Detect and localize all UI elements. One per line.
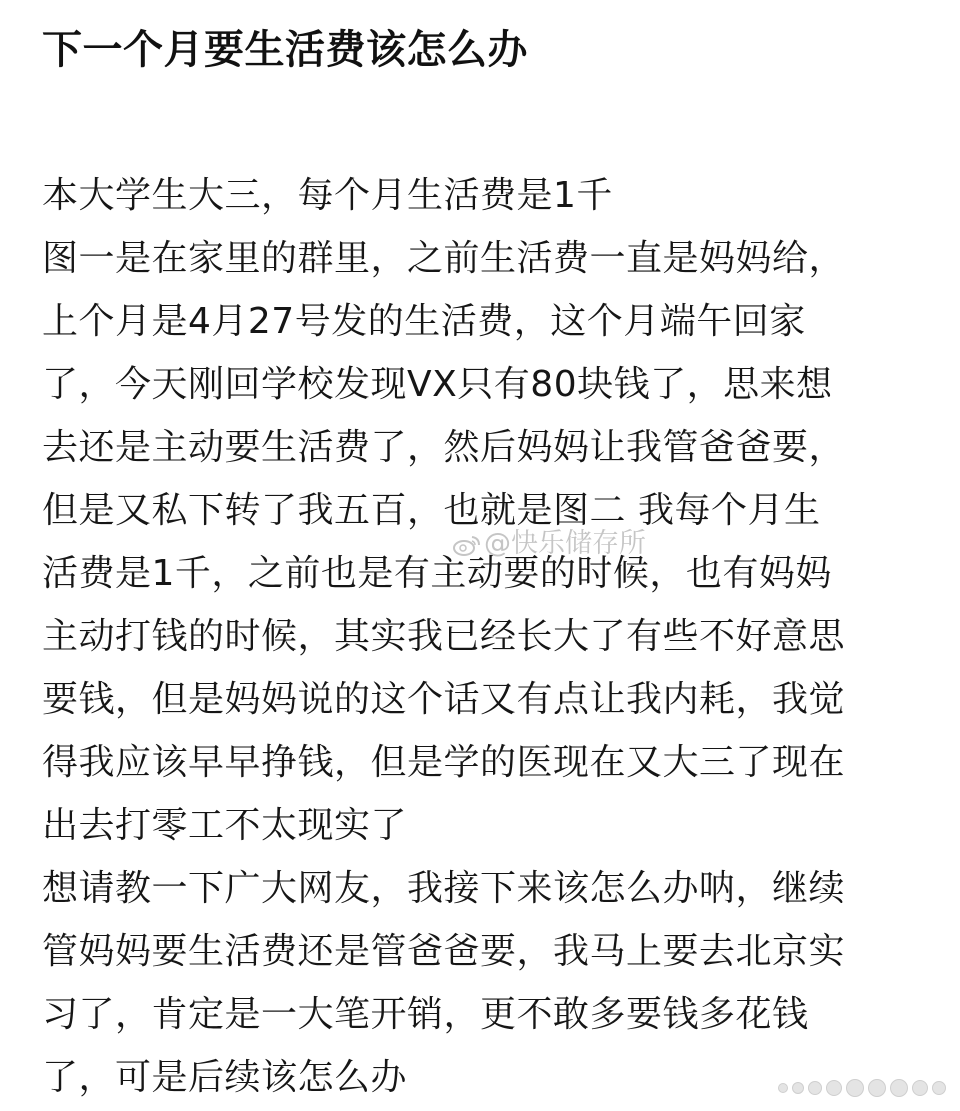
page-dot [792,1082,804,1094]
page-dots-icon [778,1079,946,1097]
page-dot [778,1083,788,1093]
post-body-line: 要钱，但是妈妈说的这个话又有点让我内耗，我觉 [42,679,846,720]
post-body-line: 得我应该早早挣钱，但是学的医现在又大三了现在 [42,742,846,783]
post-title: 下一个月要生活费该怎么办 [42,27,528,73]
post-body-line: 图一是在家里的群里，之前生活费一直是妈妈给， [42,238,846,279]
watermark [452,527,646,561]
post-body-line: 但是又私下转了我五百，也就是图二 我每个月生 [42,490,821,531]
watermark-text: @快乐储存所 [484,528,646,559]
page-dot [890,1079,908,1097]
post-body-line: 出去打零工不太现实了 [42,805,408,846]
post-body-line: 活费是1千，之前也是有主动要的时候，也有妈妈 [42,553,832,594]
post-body-line: 上个月是4月27号发的生活费，这个月端午回家 [42,301,806,342]
page-dot [868,1079,886,1097]
weibo-icon [452,532,482,556]
page-dot [826,1080,842,1096]
post-body-line: 习了，肯定是一大笔开销，更不敢多要钱多花钱 [42,994,809,1035]
post-body-line: 去还是主动要生活费了，然后妈妈让我管爸爸要， [42,427,846,468]
post-body-line: 本大学生大三，每个月生活费是1千 [42,175,613,216]
page-dot [846,1079,864,1097]
post-body-line: 主动打钱的时候，其实我已经长大了有些不好意思 [42,616,846,657]
post-body [42,164,922,1109]
page-dot [932,1081,946,1095]
post-body-line: 了，今天刚回学校发现VX只有80块钱了，思来想 [42,364,833,405]
post-body-line: 想请教一下广大网友，我接下来该怎么办呐，继续 [42,868,846,909]
post-body-line: 管妈妈要生活费还是管爸爸要，我马上要去北京实 [42,931,846,972]
post-body-line: 了，可是后续该怎么办 [42,1057,408,1098]
page-dot [808,1081,822,1095]
page-dot [912,1080,928,1096]
